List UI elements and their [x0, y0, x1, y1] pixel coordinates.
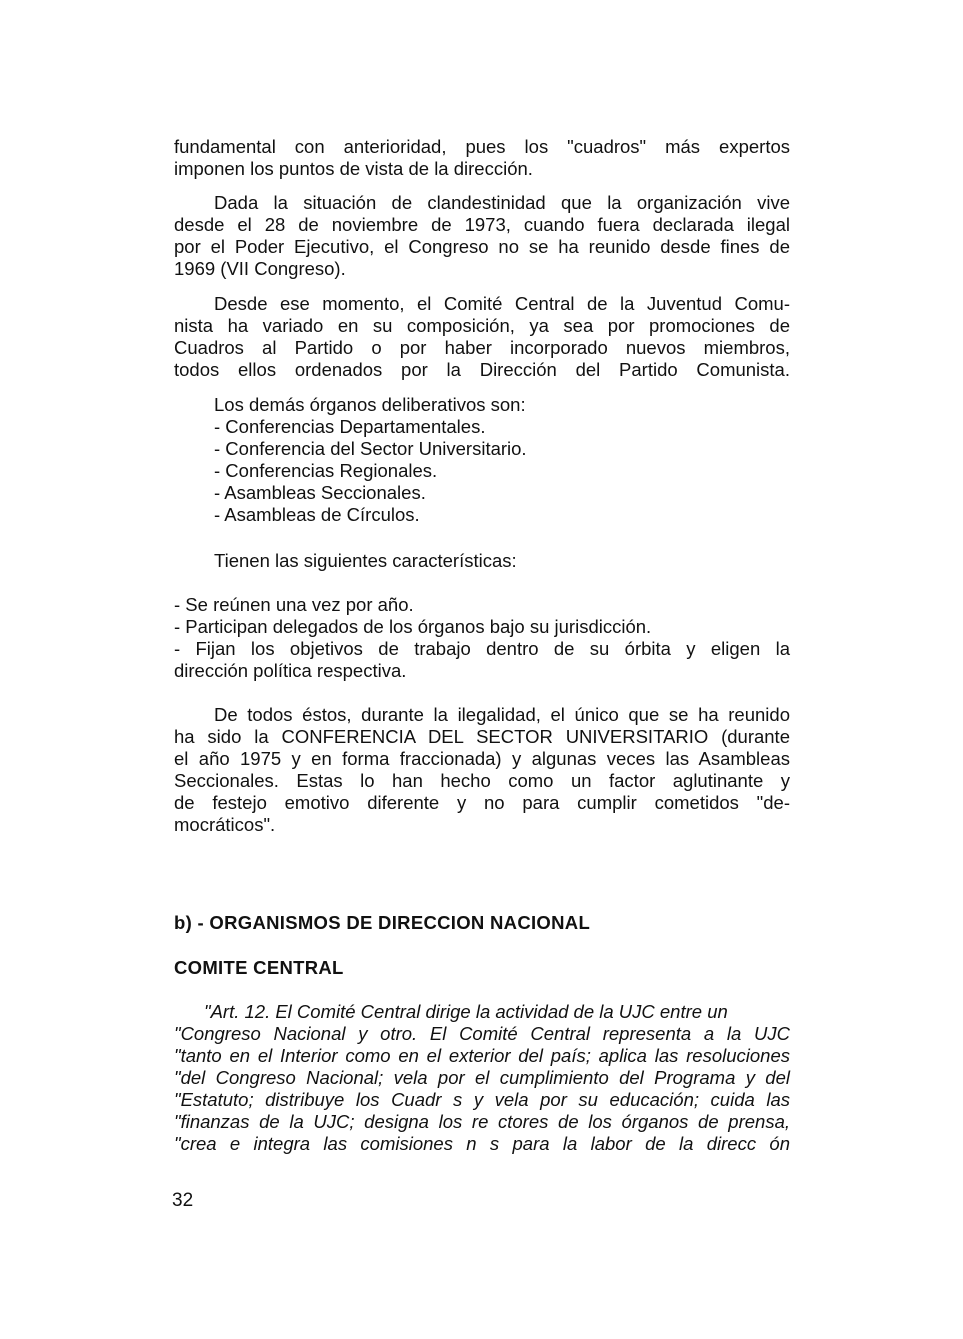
text-line: de festejo emotivo diferente y no para cumplir cometidos "de-: [174, 792, 790, 813]
text-line: imponen los puntos de vista de la dirección.: [174, 158, 533, 179]
text-line: Dada la situación de clandestinidad que la organización vive: [214, 192, 790, 213]
text-line: desde el 28 de noviembre de 1973, cuando fuera declarada ilegal: [174, 214, 790, 235]
paragraph-1: [174, 136, 790, 180]
features-intro: [174, 550, 790, 572]
quote-line: "del Congreso Nacional; vela por el cumplimiento del Programa y del: [174, 1067, 790, 1088]
list-item: - Asambleas de Círculos.: [214, 504, 420, 525]
text-line: el año 1975 y en forma fraccionada) y algunas veces las Asambleas: [174, 748, 790, 769]
list-item: - Conferencia del Sector Universitario.: [214, 438, 527, 459]
text-line: De todos éstos, durante la ilegalidad, el único que se ha reunido: [214, 704, 790, 725]
subsection-heading: COMITE CENTRAL: [174, 957, 344, 978]
list-item: - Fijan los objetivos de trabajo dentro de su órbita y eligen la: [174, 638, 790, 659]
section-heading: b) - ORGANISMOS DE DIRECCION NACIONAL: [174, 912, 591, 933]
page-number: 32: [172, 1190, 194, 1211]
list-item: - Participan delegados de los órganos bajo su jurisdicción.: [174, 616, 652, 637]
quote-line: "tanto en el Interior como en el exterior del país; aplica las resoluciones: [174, 1045, 790, 1066]
features-list: [174, 594, 790, 682]
quote-line: "finanzas de la UJC; designa los re ctores de los órganos de prensa,: [174, 1111, 790, 1132]
paragraph-3: [174, 293, 790, 381]
quote-line: "Congreso Nacional y otro. El Comité Central representa a la UJC: [174, 1023, 790, 1044]
list-item: dirección política respectiva.: [174, 660, 407, 681]
paragraph-4: [174, 704, 790, 836]
quote-line: "Art. 12. El Comité Central dirige la actividad de la UJC entre un: [204, 1001, 728, 1022]
quote-line: "Estatuto; distribuye los Cuadr s y vela por su educación; cuida las: [174, 1089, 790, 1110]
list-item: - Conferencias Departamentales.: [214, 416, 486, 437]
article-quote: [174, 1001, 790, 1155]
text-line: ha sido la CONFERENCIA DEL SECTOR UNIVERSITARIO (durante: [174, 726, 790, 747]
text-line: nista ha variado en su composición, ya sea por promociones de: [174, 315, 790, 336]
text-line: por el Poder Ejecutivo, el Congreso no se ha reunido desde fines de: [174, 236, 790, 257]
text-line: fundamental con anterioridad, pues los "cuadros" más expertos: [174, 136, 790, 157]
list-intro: Los demás órganos deliberativos son:: [214, 394, 526, 415]
text-line: mocráticos".: [174, 814, 276, 835]
list-item: - Se reúnen una vez por año.: [174, 594, 414, 615]
text-line: Seccionales. Estas lo han hecho como un factor aglutinante y: [174, 770, 790, 791]
quote-line: "crea e integra las comisiones n s para la labor de la direcc ón: [174, 1133, 790, 1154]
paragraph-2: [174, 192, 790, 280]
text-line: Tienen las siguientes características:: [214, 550, 517, 571]
text-line: Desde ese momento, el Comité Central de la Juventud Comu-: [214, 293, 790, 314]
text-line: todos ellos ordenados por la Dirección del Partido Comunista.: [174, 359, 790, 380]
text-line: Cuadros al Partido o por haber incorporado nuevos miembros,: [174, 337, 790, 358]
list-item: - Asambleas Seccionales.: [214, 482, 426, 503]
list-item: - Conferencias Regionales.: [214, 460, 438, 481]
organs-list: [174, 394, 790, 526]
text-line: 1969 (VII Congreso).: [174, 258, 346, 279]
